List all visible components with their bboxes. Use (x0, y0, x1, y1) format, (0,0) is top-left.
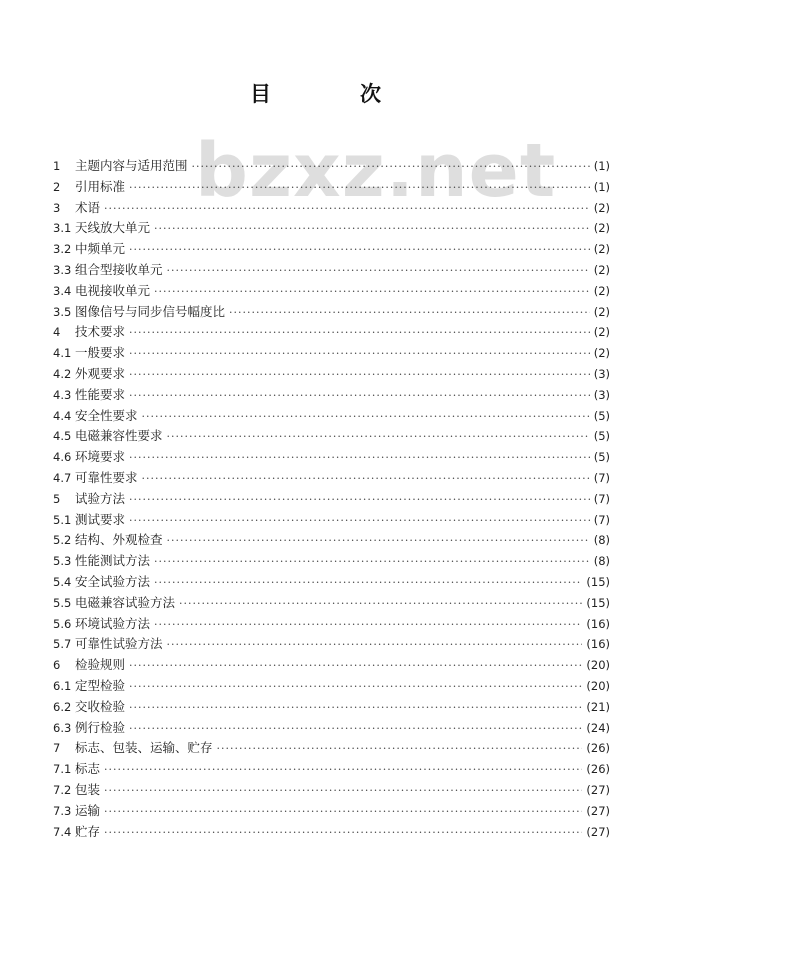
toc-page-number: (5) (593, 429, 610, 444)
toc-entry (53, 822, 610, 843)
toc-entry (53, 697, 610, 718)
toc-section-title: 环境试验方法 (75, 615, 151, 631)
toc-section-number: 5 (53, 491, 61, 506)
toc-page-number: (7) (593, 470, 610, 485)
toc-entry (53, 302, 610, 323)
toc-entry (53, 759, 610, 780)
toc-section-title: 安全试验方法 (75, 573, 151, 589)
toc-page-number: (2) (593, 304, 610, 319)
toc-section-title: 结构、外观检查 (75, 532, 163, 548)
toc-section-number: 6.2 (53, 699, 72, 714)
toc-section-title: 组合型接收单元 (75, 261, 163, 277)
toc-entry (53, 343, 610, 364)
toc-section-title: 测试要求 (75, 511, 126, 527)
toc-entry (53, 322, 610, 343)
toc-dot-leader (129, 698, 582, 719)
toc-section-number: 6 (53, 658, 61, 673)
toc-section-title: 安全性要求 (75, 407, 138, 423)
toc-entry (53, 426, 610, 447)
toc-page-number: (2) (593, 221, 610, 236)
toc-entry (53, 260, 610, 281)
table-of-contents (53, 156, 610, 842)
toc-entry (53, 177, 610, 198)
toc-section-title: 技术要求 (75, 324, 126, 340)
toc-section-number: 5.1 (53, 512, 72, 527)
toc-dot-leader (217, 739, 583, 760)
toc-section-number: 5.4 (53, 574, 72, 589)
toc-entry (53, 364, 610, 385)
toc-dot-leader (129, 344, 590, 365)
toc-dot-leader (154, 552, 590, 573)
toc-section-title: 电磁兼容性要求 (75, 428, 163, 444)
toc-dot-leader (154, 573, 582, 594)
toc-section-title: 检验规则 (75, 657, 126, 673)
toc-section-number: 7.4 (53, 824, 72, 839)
toc-page-number: (8) (593, 554, 610, 569)
toc-section-number: 5.3 (53, 554, 72, 569)
toc-entry (53, 634, 610, 655)
toc-section-number: 7.1 (53, 762, 72, 777)
toc-entry (53, 614, 610, 635)
toc-section-title: 引用标准 (75, 178, 126, 194)
toc-section-title: 运输 (75, 802, 101, 818)
toc-page-number: (26) (586, 762, 610, 777)
toc-entry (53, 780, 610, 801)
toc-section-number: 3.3 (53, 262, 72, 277)
toc-section-title: 一般要求 (75, 345, 126, 361)
toc-section-number: 5.6 (53, 616, 72, 631)
toc-entry (53, 718, 610, 739)
toc-entry (53, 655, 610, 676)
toc-dot-leader (192, 157, 590, 178)
toc-page-number: (7) (593, 491, 610, 506)
toc-section-title: 包装 (75, 781, 101, 797)
toc-dot-leader (129, 178, 590, 199)
toc-page-number: (1) (593, 179, 610, 194)
toc-dot-leader (104, 823, 582, 844)
toc-section-title: 主题内容与适用范围 (75, 158, 188, 173)
toc-section-number: 3.5 (53, 304, 72, 319)
toc-page-number: (3) (593, 366, 610, 381)
watermark: bzxz.net (195, 128, 557, 214)
toc-page-number: (27) (586, 824, 610, 839)
toc-entry (53, 385, 610, 406)
toc-dot-leader (104, 802, 582, 823)
toc-dot-leader (129, 386, 590, 407)
toc-section-title: 可靠性要求 (75, 469, 138, 485)
page-title: 目 次 (250, 82, 415, 106)
toc-section-number: 4.6 (53, 450, 72, 465)
toc-page-number: (7) (593, 512, 610, 527)
toc-section-title: 可靠性试验方法 (75, 636, 163, 652)
toc-entry (53, 281, 610, 302)
toc-section-title: 电磁兼容试验方法 (75, 594, 176, 610)
toc-dot-leader (167, 427, 590, 448)
toc-page-number: (21) (586, 699, 610, 714)
toc-page-number: (3) (593, 387, 610, 402)
toc-entry (53, 468, 610, 489)
toc-section-number: 4.3 (53, 387, 72, 402)
toc-dot-leader (104, 781, 582, 802)
toc-section-number: 7 (53, 741, 61, 756)
toc-page-number: (1) (593, 159, 610, 173)
toc-dot-leader (129, 656, 582, 677)
toc-section-number: 4.5 (53, 429, 72, 444)
toc-entry (53, 801, 610, 822)
toc-entry (53, 738, 610, 759)
toc-section-number: 3.2 (53, 242, 72, 257)
toc-section-title: 交收检验 (75, 698, 126, 714)
toc-page-number: (27) (586, 782, 610, 797)
toc-section-number: 4 (53, 325, 61, 340)
toc-section-number: 6.3 (53, 720, 72, 735)
toc-section-number: 3 (53, 200, 61, 215)
toc-section-number: 5.5 (53, 595, 72, 610)
toc-dot-leader (154, 282, 590, 303)
toc-section-number: 7.2 (53, 782, 72, 797)
toc-section-title: 外观要求 (75, 365, 126, 381)
toc-page-number: (20) (586, 658, 610, 673)
toc-page-number: (16) (586, 616, 610, 631)
toc-dot-leader (167, 635, 583, 656)
toc-entry (53, 593, 610, 614)
toc-dot-leader (179, 594, 582, 615)
toc-section-number: 5.2 (53, 533, 72, 548)
toc-entry (53, 530, 610, 551)
toc-page-number: (27) (586, 803, 610, 818)
toc-section-title: 标志、包装、运输、贮存 (75, 740, 213, 756)
toc-entry (53, 218, 610, 239)
toc-section-number: 7.3 (53, 803, 72, 818)
toc-dot-leader (154, 615, 582, 636)
toc-dot-leader (129, 719, 582, 740)
toc-section-title: 贮存 (75, 823, 101, 839)
toc-page-number: (16) (586, 637, 610, 652)
toc-section-number: 4.7 (53, 470, 72, 485)
toc-page-number: (2) (593, 200, 610, 215)
toc-page-number: (8) (593, 533, 610, 548)
toc-entry (53, 551, 610, 572)
toc-section-title: 图像信号与同步信号幅度比 (75, 303, 226, 319)
toc-page-number: (2) (593, 346, 610, 361)
toc-dot-leader (229, 303, 590, 324)
toc-section-number: 2 (53, 179, 61, 194)
toc-page-number: (15) (586, 574, 610, 589)
toc-dot-leader (129, 240, 590, 261)
toc-page-number: (5) (593, 450, 610, 465)
toc-section-number: 3.4 (53, 283, 72, 298)
toc-section-number: 4.4 (53, 408, 72, 423)
toc-entry (53, 489, 610, 510)
toc-section-title: 例行检验 (75, 719, 126, 735)
toc-section-title: 术语 (75, 199, 101, 215)
toc-section-number: 5.7 (53, 637, 72, 652)
toc-section-title: 电视接收单元 (75, 282, 151, 298)
toc-section-title: 标志 (75, 761, 101, 777)
toc-section-number: 6.1 (53, 678, 72, 693)
toc-entry (53, 572, 610, 593)
toc-dot-leader (129, 448, 590, 469)
toc-entry (53, 156, 610, 177)
toc-page-number: (2) (593, 262, 610, 277)
toc-dot-leader (142, 469, 590, 490)
toc-section-title: 性能测试方法 (75, 553, 151, 569)
toc-page-number: (5) (593, 408, 610, 423)
toc-section-number: 1 (53, 159, 61, 173)
toc-dot-leader (167, 261, 590, 282)
toc-dot-leader (142, 407, 590, 428)
toc-entry (53, 239, 610, 260)
toc-entry (53, 447, 610, 468)
toc-page-number: (20) (586, 678, 610, 693)
toc-entry (53, 198, 610, 219)
toc-page-number: (26) (586, 741, 610, 756)
toc-entry (53, 510, 610, 531)
toc-section-number: 4.2 (53, 366, 72, 381)
toc-dot-leader (129, 677, 582, 698)
toc-page-number: (2) (593, 283, 610, 298)
toc-entry (53, 676, 610, 697)
toc-dot-leader (104, 199, 590, 220)
toc-section-title: 定型检验 (75, 677, 126, 693)
toc-dot-leader (167, 531, 590, 552)
toc-page-number: (2) (593, 242, 610, 257)
toc-dot-leader (129, 365, 590, 386)
toc-page-number: (24) (586, 720, 610, 735)
toc-dot-leader (129, 323, 590, 344)
toc-section-title: 性能要求 (75, 386, 126, 402)
toc-section-number: 3.1 (53, 221, 72, 236)
toc-dot-leader (129, 511, 590, 532)
toc-page-number: (15) (586, 595, 610, 610)
toc-section-title: 环境要求 (75, 449, 126, 465)
toc-section-title: 中频单元 (75, 241, 126, 257)
toc-entry (53, 406, 610, 427)
toc-page-number: (2) (593, 325, 610, 340)
toc-section-number: 4.1 (53, 346, 72, 361)
toc-dot-leader (129, 490, 590, 511)
toc-dot-leader (104, 760, 582, 781)
toc-section-title: 天线放大单元 (75, 220, 151, 236)
toc-dot-leader (154, 219, 590, 240)
toc-section-title: 试验方法 (75, 490, 126, 506)
